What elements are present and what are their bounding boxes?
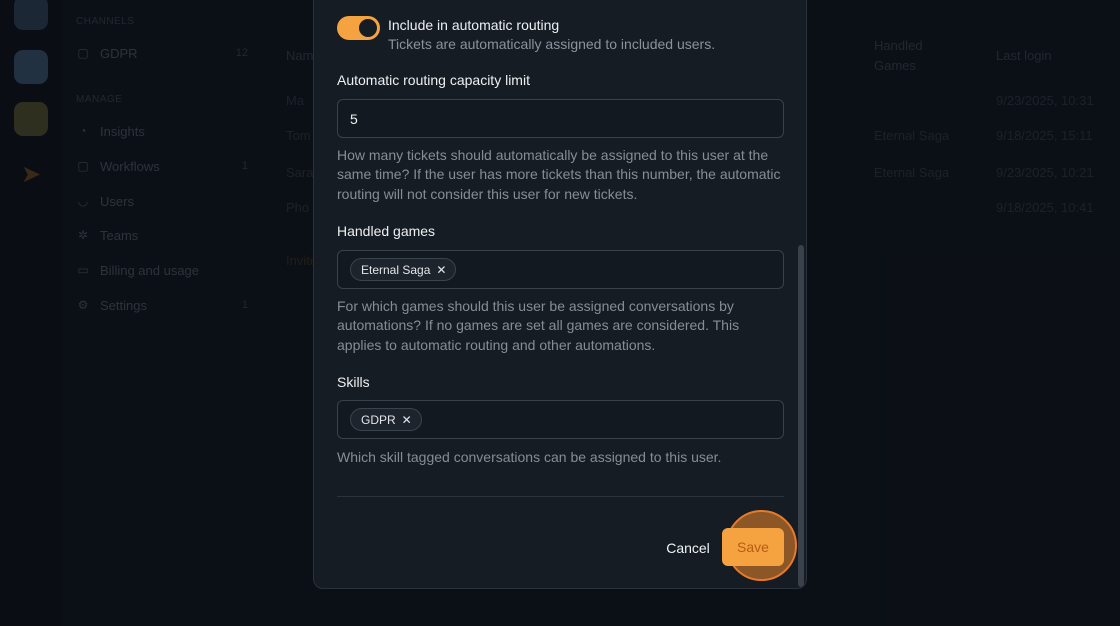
routing-toggle-description: Tickets are automatically assigned to included users. xyxy=(388,36,716,52)
chip-label: GDPR xyxy=(361,412,396,427)
skill-chip xyxy=(350,408,422,431)
capacity-label: Automatic routing capacity limit xyxy=(337,72,530,88)
chip-remove-icon[interactable]: ✕ xyxy=(401,412,412,427)
toggle-knob xyxy=(359,19,377,37)
capacity-field xyxy=(337,99,784,138)
footer-divider xyxy=(337,496,784,497)
cancel-button[interactable]: Cancel xyxy=(646,529,730,567)
routing-toggle-title: Include in automatic routing xyxy=(388,17,560,33)
game-chip xyxy=(350,258,456,281)
chip-label: Eternal Saga xyxy=(361,262,431,277)
games-help-text: For which games should this user be assigned conversations by automations? If no games are set all games are considered. This applies to automatic routing and other automations. xyxy=(337,298,740,353)
skills-label: Skills xyxy=(337,374,370,390)
games-label: Handled games xyxy=(337,223,436,239)
skills-multiselect[interactable] xyxy=(337,400,784,439)
modal-scroll-area[interactable] xyxy=(314,0,806,588)
modal-scrollbar[interactable] xyxy=(798,245,804,587)
skills-help-text: Which skill tagged conversations can be assigned to this user. xyxy=(337,449,722,465)
automatic-routing-toggle[interactable] xyxy=(337,16,380,40)
routing-toggle-row xyxy=(337,16,715,54)
capacity-input[interactable] xyxy=(350,111,783,127)
edit-user-modal xyxy=(313,0,807,589)
games-multiselect[interactable] xyxy=(337,250,784,289)
chip-remove-icon[interactable]: ✕ xyxy=(436,262,447,277)
capacity-help-text: How many tickets should automatically be assigned to this user at the same time? If the user has more tickets than this number, the automatic routing will not consider this user for new tickets. xyxy=(337,147,781,202)
save-button[interactable]: Save xyxy=(722,528,784,566)
